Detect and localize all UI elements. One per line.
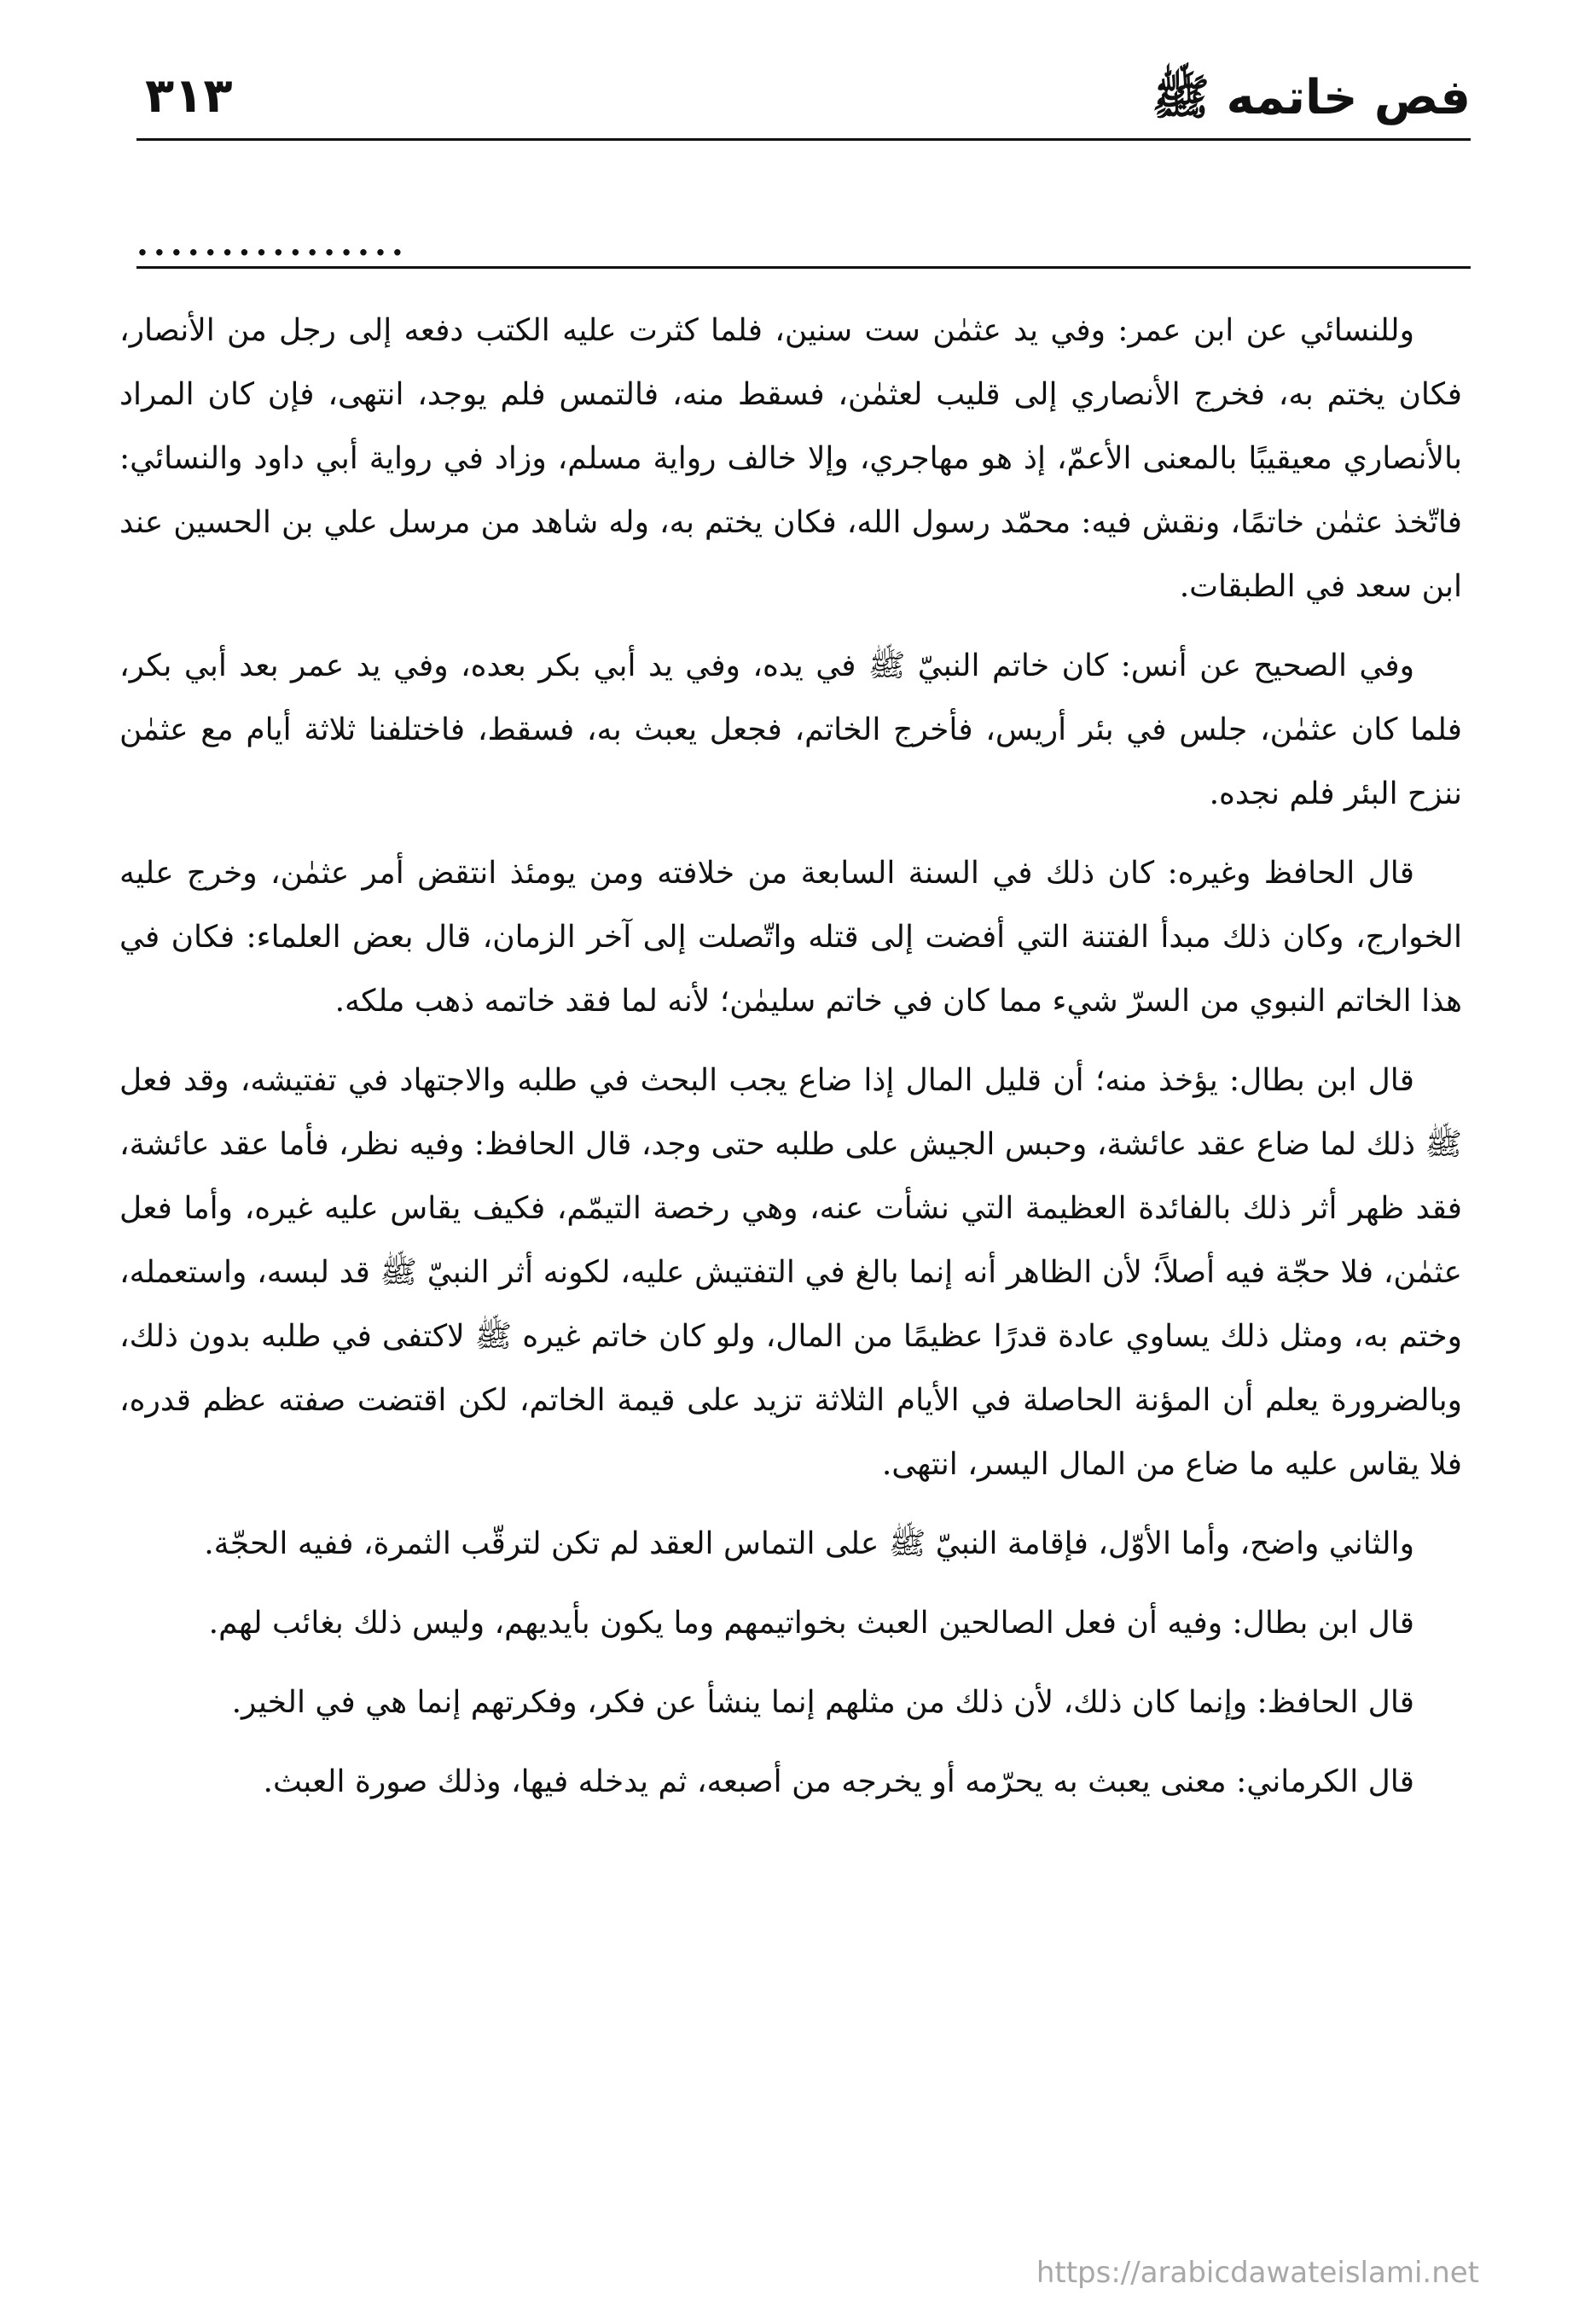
chapter-title: فص خاتمه ﷺ — [1152, 70, 1471, 125]
paragraph: وللنسائي عن ابن عمر: وفي يد عثمٰن ست سنين، فلما كثرت عليه الكتب دفعه إلى رجل من الأنصار، فكان يختم به، فخرج الأنصاري إلى قليب لعثمٰن، فسقط منه، فالتمس فلم يوجد، انتهى، فإن كان المراد بالأنصاري معيقيبًا بالمعنى الأعمّ، إذ هو مهاجري، وإلا خالف رواية مسلم، وزاد في رواية أبي داود والنسائي: فاتّخذ عثمٰن خاتمًا، ونقش فيه: محمّد رسول الله، فكان يختم به، وله شاهد من مرسل علي بن الحسين عند ابن سعد في الطبقات. — [119, 313, 1462, 604]
separator-rule — [136, 266, 1471, 269]
watermark-url: https://arabicdawateislami.net — [1036, 2256, 1479, 2290]
paragraph: قال الحافظ وغيره: كان ذلك في السنة السابعة من خلافته ومن يومئذ انتقض أمر عثمٰن، وخرج عليه الخوارج، وكان ذلك مبدأ الفتنة التي أفضت إلى قتله واتّصلت إلى آخر الزمان، قال بعض العلماء: فكان في هذا الخاتم النبوي من السرّ شيء مما كان في خاتم سليمٰن؛ لأنه لما فقد خاتمه ذهب ملكه. — [119, 856, 1462, 1019]
dots-text: ................ — [136, 224, 409, 264]
paragraph: وفي الصحيح عن أنس: كان خاتم النبيّ ﷺ في يده، وفي يد أبي بكر بعده، وفي يد عمر بعد أبي بكر، فلما كان عثمٰن، جلس في بئر أريس، فأخرج الخاتم، فجعل يعبث به، فسقط، فاختلفنا ثلاثة أيام مع عثمٰن ننزح البئر فلم نجده. — [119, 648, 1462, 811]
page-body — [119, 299, 1462, 1829]
paragraph: قال ابن بطال: وفيه أن فعل الصالحين العبث بخواتيمهم وما يكون بأيديهم، وليس ذلك بغائب لهم. — [208, 1606, 1414, 1641]
header-rule — [136, 138, 1471, 141]
paragraph: والثاني واضح، وأما الأوّل، فإقامة النبيّ ﷺ على التماس العقد لم تكن لترقّب الثمرة، ففيه الحجّة. — [204, 1526, 1414, 1561]
dotted-separator — [136, 224, 1471, 266]
paragraph: قال ابن بطال: يؤخذ منه؛ أن قليل المال إذا ضاع يجب البحث في طلبه والاجتهاد في تفتيشه، وقد فعل ﷺ ذلك لما ضاع عقد عائشة، وحبس الجيش على طلبه حتى وجد، قال الحافظ: وفيه نظر، فأما عقد عائشة، فقد ظهر أثر ذلك بالفائدة العظيمة التي نشأت عنه، وهي رخصة التيمّم، فكيف يقاس عليه غيره، وأما فعل عثمٰن، فلا حجّة فيه أصلاً؛ لأن الظاهر أنه إنما بالغ في التفتيش عليه، لكونه أثر النبيّ ﷺ قد لبسه، واستعمله، وختم به، ومثل ذلك يساوي عادة قدرًا عظيمًا من المال، ولو كان خاتم غيره ﷺ لاكتفى في طلبه بدون ذلك، وبالضرورة يعلم أن المؤنة الحاصلة في الأيام الثلاثة تزيد على قيمة الخاتم، لكن اقتضت صفته عظم قدره، فلا يقاس عليه ما ضاع من المال اليسر، انتهى. — [119, 1063, 1462, 1482]
page-header — [136, 60, 1471, 145]
page-number: ٣١٣ — [145, 68, 233, 124]
paragraph: قال الحافظ: وإنما كان ذلك، لأن ذلك من مثلهم إنما ينشأ عن فكر، وفكرتهم إنما هي في الخير. — [231, 1685, 1414, 1720]
paragraph: قال الكرماني: معنى يعبث به يحرّمه أو يخرجه من أصبعه، ثم يدخله فيها، وذلك صورة العبث. — [263, 1764, 1414, 1799]
